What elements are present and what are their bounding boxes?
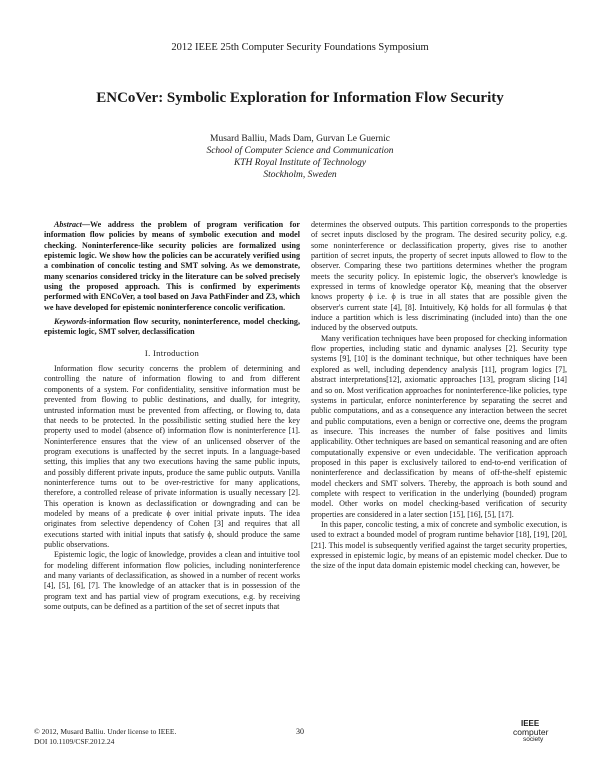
computer-society-logo (513, 719, 571, 749)
author-location: Stockholm, Sweden (263, 170, 337, 180)
logo-bottom-text: society (523, 736, 544, 743)
copyright-line: © 2012, Musard Balliu. Under license to IEEE. (34, 727, 177, 736)
author-school: School of Computer Science and Communication (206, 146, 394, 156)
left-column (44, 220, 300, 612)
keywords (44, 317, 300, 338)
body-paragraph: determines the observed outputs. This partition corresponds to the properties of secret inputs disclosed by the program. The desired security policy, e.g. some noninterference or declassification property, gives rise to another partition of secret inputs, the property of secret inputs allowed to flow to the observer. Comparing these two partitions determines whether the program meets the security policy. In epistemic logic, the observer's knowledge is expressed in terms of knowledge operator Kϕ, meaning that the observer knows property ϕ i.e. ϕ is true in all states that are possible given the observer's current state [4], [8]. Intuitively, Kϕ holds for all formulas ϕ that induce a partition which is less discriminating (included into) than the one induced by the observed outputs. (311, 220, 567, 333)
keywords-label: Keywords (54, 317, 87, 327)
doi-line: DOI 10.1109/CSF.2012.24 (34, 736, 115, 746)
abstract-label: Abstract (54, 220, 82, 229)
keywords-text: -information flow security, noninterference, model checking, epistemic logic, SMT solver, declassification (44, 317, 300, 337)
body-paragraph: In this paper, concolic testing, a mix of concrete and symbolic execution, is used to extract a bounded model of program runtime behavior [18], [19], [20], [21]. This model is subsequently verified against the target security properties, expressed in epistemic logic, by means of an epistemic model checker. Due to the size of the input data domain epistemic model checking can, however, be (311, 519, 567, 571)
author-names: Musard Balliu, Mads Dam, Gurvan Le Guernic (210, 134, 390, 144)
author-institute: KTH Royal Institute of Technology (233, 158, 367, 168)
section-heading: I. Introduction (144, 347, 200, 358)
logo-top-text: IEEE (521, 719, 540, 728)
right-column (311, 220, 567, 572)
body-paragraph: Epistemic logic, the logic of knowledge, provides a clean and intuitive tool for modeling different information flow policies, including noninterference and many variants of declassification, as showed in a number of recent works [4], [5], [6], [7]. The knowledge of an attacker that is in possession of the program text and has partial view of program executions, e.g. by receiving some outputs, can be defined as a partition of the set of secret inputs that (44, 550, 300, 612)
paper-title: ENCoVer: Symbolic Exploration for Information Flow Security (96, 90, 504, 106)
abstract (44, 220, 300, 313)
body-paragraph: Many verification techniques have been proposed for checking information flow properties, including static and dynamic analyses [2]. Security type systems [9], [10] is the dominant technique, but other techniques have been explored as well, including dependency analysis [11], program logics [7], abstract interpretations[12], axiomatic approaches [13], program slicing [14] and so on. Most verification approaches for noninterference-like policies, type systems in particular, enforce noninterference by separating the secret and public computations, and as a consequence any interaction between the secret and public computations, even a benign or corrective one, deems the program as insecure. This increases the number of false positives and limits applicability. Other techniques are based on semantical reasoning and are often computationally expensive or even undecidable. The verification approach proposed in this paper is exclusively tailored to end-to-end verification of noninterference and declassification by means of off-the-shelf epistemic model checkers and SMT solvers. Thereby, the approach is both sound and complete with respect to verification in the underlying (bounded) program model. Other works on model checking-based verification of security properties are considered in a later section [15], [16], [5], [17]. (311, 333, 567, 519)
conference-header: 2012 IEEE 25th Computer Security Foundations Symposium (171, 42, 429, 53)
footer-copyright (34, 727, 176, 746)
author-block (0, 133, 600, 181)
page-number: 30 (296, 727, 304, 736)
body-paragraph: Information flow security concerns the problem of determining and controlling the nature of information flowing to and from different components of a system. For confidentiality, sensitive information must be prevented from flowing to public destinations, and dually, for integrity, untrusted information must be prevented from affecting, or flowing to, data that needs to be protected. In the possibilistic setting studied here the key property used to model (absence of) information flow is noninterference [1]. Noninterference ensures that the view of an unlicensed observer of the program executions is unaffected by the secret inputs. In a language-based setting, this implies that any two executions having the same public inputs, and possibly different private inputs, produce the same public outputs. Vanilla noninterference turns out to be over-restrictive for many applications, therefore, a controlled release of private information is usually necessary [2]. This operation is known as declassification or downgrading and can be modeled by means of a predicate ϕ over initial private inputs. The idea originates from selective dependency of Cohen [3] and requires that all executions started with initial inputs that satisfy ϕ, should produce the same public observations. (44, 364, 300, 549)
logo-middle-text: computer (513, 727, 549, 737)
abstract-text: —We address the problem of program verification for information flow policies by means of symbolic execution and model checking. Noninterference-like security policies are formalized using epistemic logic. We show how the policies can be accurately verified using a combination of concolic testing and SMT solving. As we demonstrate, many scenarios considered tricky in the literature can be solved precisely using the proposed approach. This is confirmed by experiments performed with ENCoVer, a tool based on Java PathFinder and Z3, which we have developed for epistemic noninterference concolic verification. (44, 220, 300, 312)
